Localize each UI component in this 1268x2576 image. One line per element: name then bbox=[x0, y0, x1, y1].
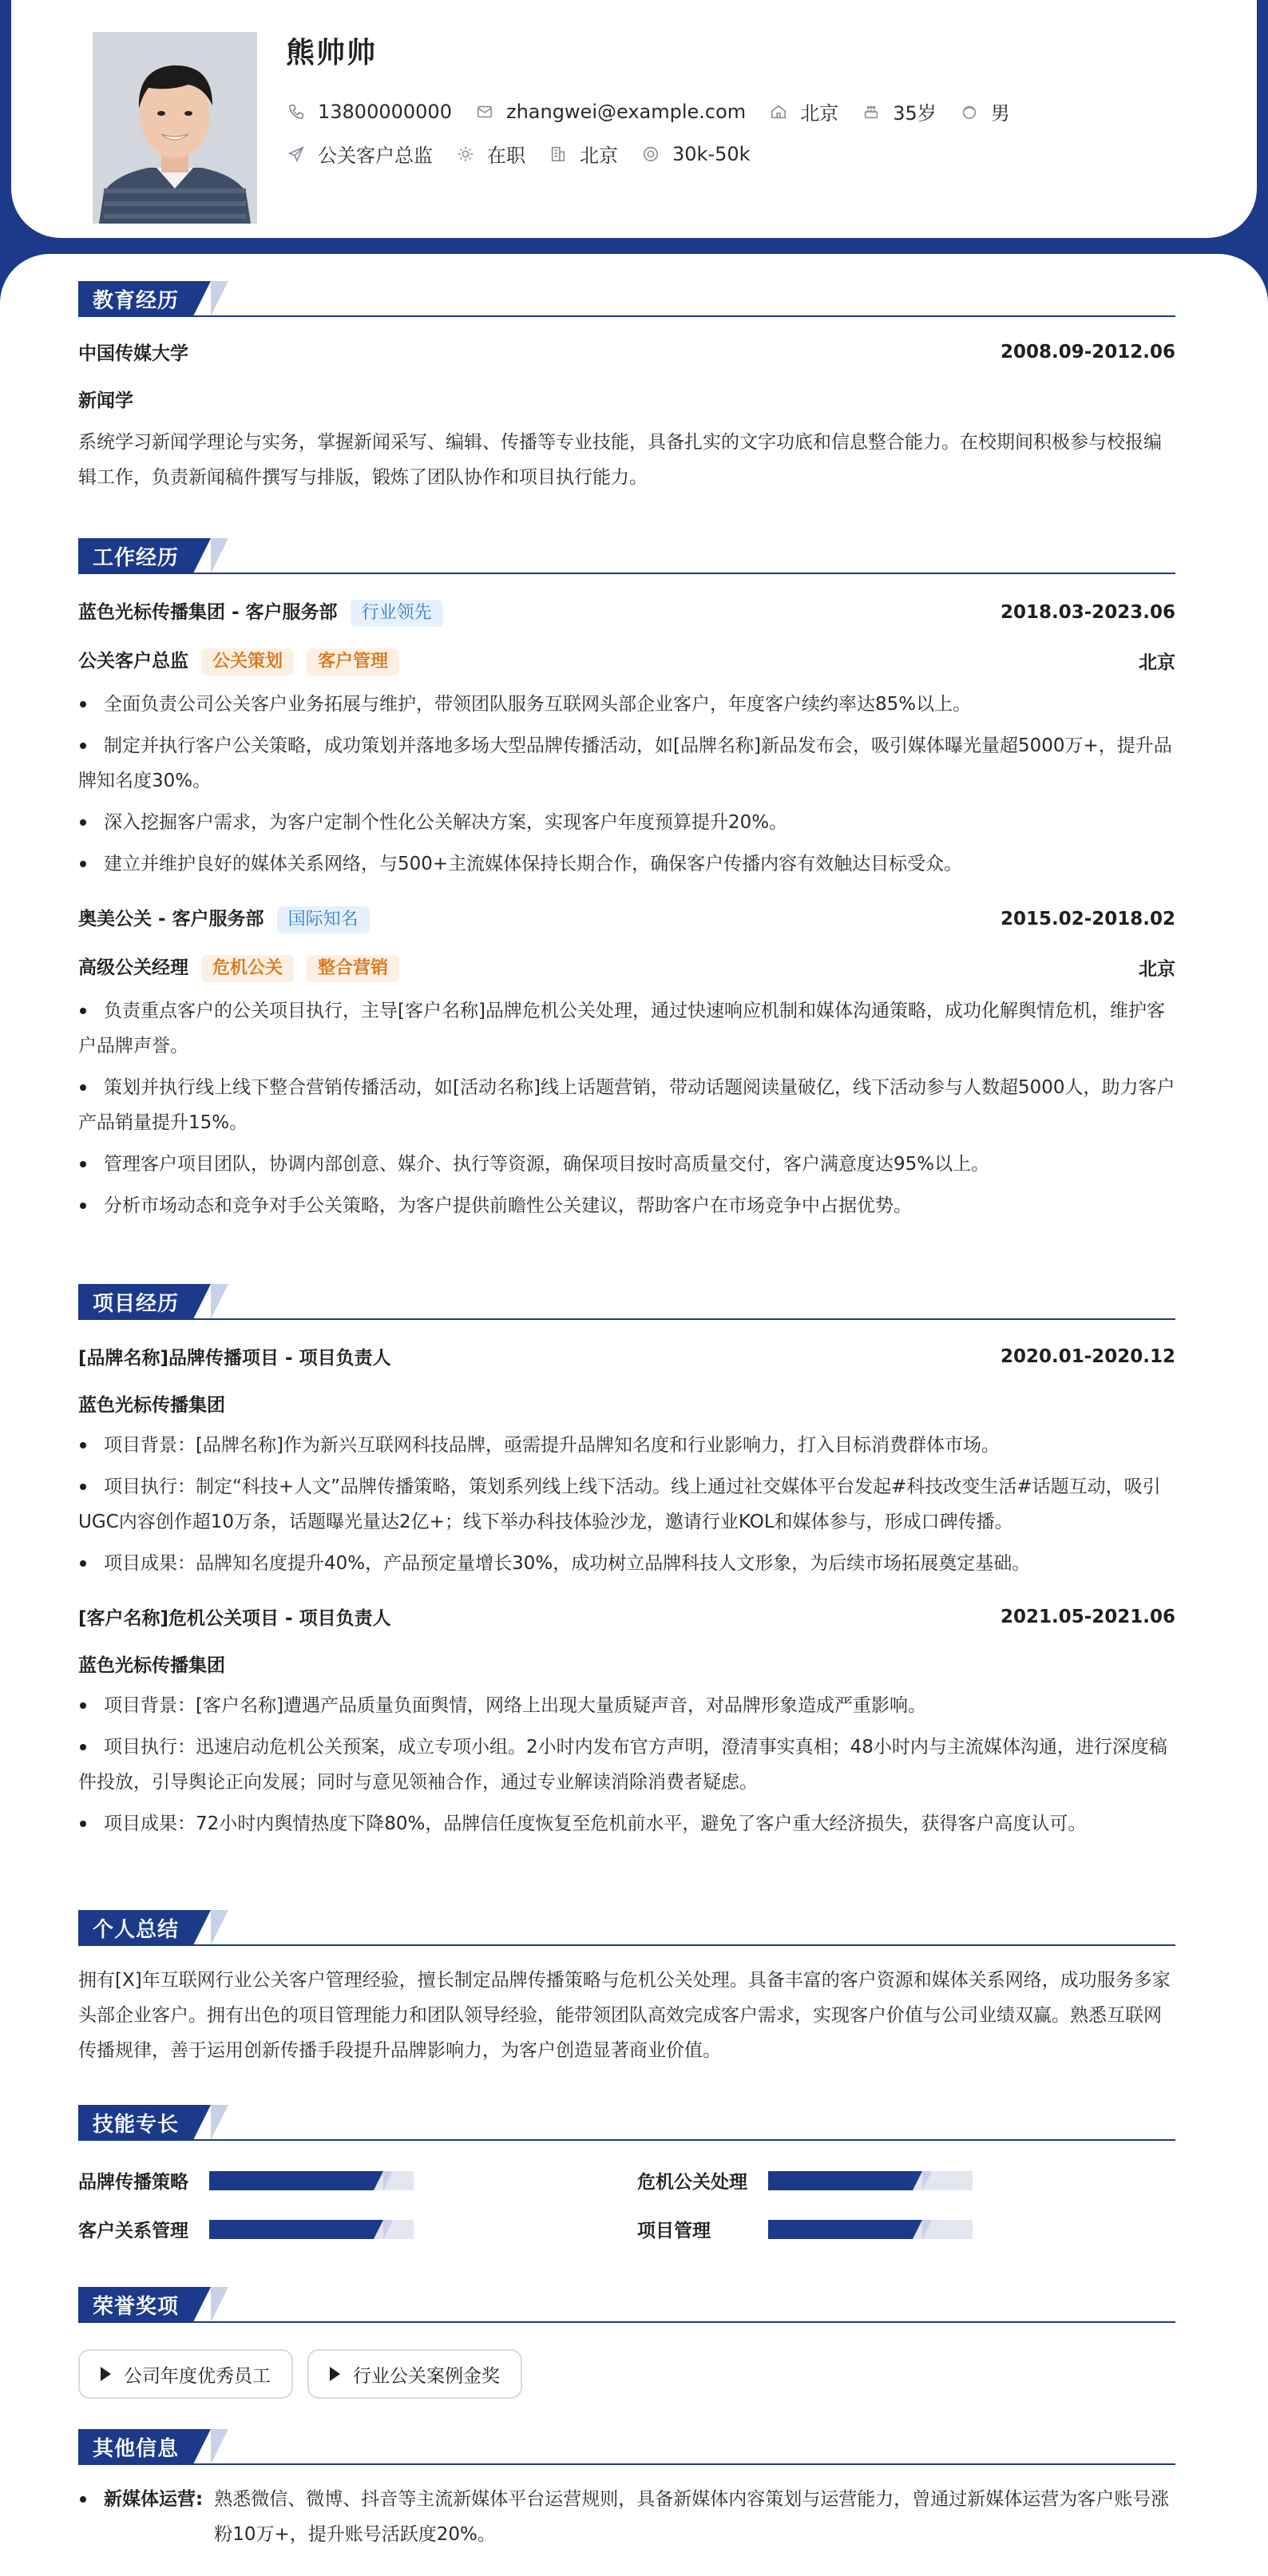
company-tag: 行业领先 bbox=[351, 600, 443, 627]
summary-text: 拥有[X]年互联网行业公关客户管理经验，擅长制定品牌传播策略与危机公关处理。具备丰富的客户资源和媒体关系网络，成功服务多家头部企业客户。拥有出色的项目管理能力和团队领导经验，能带领团队高效完成客户需求，实现客户价值与公司业绩双赢。熟悉互联网传播规律，善于运用创新传播手段提升品牌影响力，为客户创造显著商业价值。 bbox=[78, 1970, 1171, 2061]
send-icon bbox=[286, 144, 307, 164]
work-section bbox=[78, 538, 1175, 1223]
list-item: 全面负责公司公关客户业务拓展与维护，带领团队服务互联网头部企业客户，年度客户续约率达85%以上。 bbox=[78, 687, 1175, 722]
section-header bbox=[78, 2287, 1175, 2325]
skill-item bbox=[637, 2167, 1175, 2194]
skill-item bbox=[637, 2216, 1175, 2242]
skill-grid bbox=[78, 2167, 1175, 2242]
phone-icon bbox=[286, 101, 307, 122]
section-title: 荣誉奖项 bbox=[93, 2294, 180, 2319]
section-title: 技能专长 bbox=[93, 2112, 180, 2137]
section-header bbox=[78, 1910, 1175, 1948]
job-period: 2015.02-2018.02 bbox=[1000, 908, 1175, 929]
other-section bbox=[78, 2429, 1175, 2552]
skill-name: 项目管理 bbox=[637, 2221, 711, 2241]
position-tag: 客户管理 bbox=[307, 648, 399, 676]
awards-section bbox=[78, 2287, 1175, 2399]
major: 新闻学 bbox=[78, 390, 133, 411]
list-item: 建立并维护良好的媒体关系网络，与500+主流媒体保持长期合作，确保客户传播内容有效触达目标受众。 bbox=[78, 846, 1175, 882]
project-entry bbox=[78, 1603, 1175, 1841]
status-item bbox=[455, 140, 525, 168]
skill-name: 客户关系管理 bbox=[78, 2221, 188, 2241]
award-item bbox=[307, 2349, 522, 2399]
award-label: 行业公关案例金奖 bbox=[353, 2365, 500, 2387]
home-icon bbox=[768, 101, 789, 122]
list-item: 深入挖掘客户需求，为客户定制个性化公关解决方案，实现客户年度预算提升20%。 bbox=[78, 805, 1175, 840]
section-title: 项目经历 bbox=[93, 1291, 180, 1316]
education-section bbox=[78, 281, 1175, 495]
skill-fill bbox=[209, 2171, 374, 2190]
list-item: 项目成果：72小时内舆情热度下降80%，品牌信任度恢复至危机前水平，避免了客户重大经济损失，获得客户高度认可。 bbox=[78, 1806, 1175, 1841]
position-tag: 公关策划 bbox=[201, 648, 294, 676]
age-value: 35岁 bbox=[893, 102, 937, 125]
list-item: 分析市场动态和竞争对手公关策略，为客户提供前瞻性公关建议，帮助客户在市场竞争中占据优势。 bbox=[78, 1188, 1175, 1223]
job-company-row bbox=[78, 904, 1175, 933]
status-value: 在职 bbox=[487, 145, 525, 167]
section-divider bbox=[78, 315, 1175, 317]
summary-section bbox=[78, 1910, 1175, 2068]
skill-bar bbox=[209, 2220, 414, 2239]
job-intent-row bbox=[286, 140, 773, 168]
job-bullets bbox=[78, 993, 1175, 1223]
projects-section bbox=[78, 1284, 1175, 1841]
age-icon bbox=[861, 101, 882, 122]
job-position-row bbox=[78, 953, 1175, 982]
location-value: 北京 bbox=[800, 102, 839, 125]
contact-row bbox=[286, 97, 1032, 125]
job-entry bbox=[78, 904, 1175, 1223]
section-header bbox=[78, 2429, 1175, 2467]
phone-item bbox=[286, 101, 452, 123]
job-bullets bbox=[78, 687, 1175, 882]
project-bullets bbox=[78, 1428, 1175, 1581]
skills-section bbox=[78, 2105, 1175, 2242]
play-icon bbox=[101, 2367, 111, 2381]
avatar bbox=[93, 32, 257, 224]
list-item: 项目背景：[客户名称]遭遇产品质量负面舆情，网络上出现大量质疑声音，对品牌形象造成严重影响。 bbox=[78, 1688, 1175, 1723]
section-header bbox=[78, 281, 1175, 319]
section-divider bbox=[78, 2321, 1175, 2323]
job-entry bbox=[78, 597, 1175, 882]
target-city-item bbox=[548, 140, 618, 168]
project-entry bbox=[78, 1343, 1175, 1581]
skill-name: 品牌传播策略 bbox=[78, 2172, 188, 2193]
award-item bbox=[78, 2349, 293, 2399]
education-period: 2008.09-2012.06 bbox=[1000, 341, 1175, 363]
section-divider bbox=[78, 2139, 1175, 2141]
list-item: 负责重点客户的公关项目执行，主导[客户名称]品牌危机公关处理，通过快速响应机制和媒体沟通策略，成功化解舆情危机，维护客户品牌声誉。 bbox=[78, 993, 1175, 1064]
gender-value: 男 bbox=[990, 102, 1010, 125]
list-item: 项目执行：制定“科技+人文”品牌传播策略，策划系列线上线下活动。线上通过社交媒体平台发起#科技改变生活#话题互动，吸引UGC内容创作超10万条，话题曝光量达2亿+；线下举办科技体验沙龙，邀请行业KOL和媒体参与，形成口碑传播。 bbox=[78, 1469, 1175, 1540]
other-label: 新媒体运营: bbox=[104, 2489, 204, 2510]
list-item: 策划并执行线上线下整合营销传播活动，如[活动名称]线上话题营销，带动话题阅读量破亿，线下活动参与人数超5000人，助力客户产品销量提升15%。 bbox=[78, 1070, 1175, 1140]
section-title: 工作经历 bbox=[93, 545, 180, 570]
email-value: zhangwei@example.com bbox=[505, 100, 747, 123]
job-position-row bbox=[78, 646, 1175, 676]
company-tag: 国际知名 bbox=[277, 906, 370, 933]
skill-bar bbox=[768, 2171, 973, 2190]
profile-header bbox=[11, 0, 1257, 238]
section-header bbox=[78, 2105, 1175, 2143]
list-item: 项目执行：迅速启动危机公关预案，成立专项小组。2小时内发布官方声明，澄清事实真相；48小时内与主流媒体沟通，进行深度稿件投放，引导舆论正向发展；同时与意见领袖合作，通过专业解读消除消费者疑虑。 bbox=[78, 1730, 1175, 1800]
play-icon bbox=[330, 2367, 340, 2381]
job-position: 高级公关经理 bbox=[78, 957, 188, 978]
award-list bbox=[78, 2349, 1175, 2399]
project-org: 蓝色光标传播集团 bbox=[78, 1395, 225, 1416]
money-icon bbox=[640, 144, 661, 164]
project-name: [客户名称]危机公关项目 - 项目负责人 bbox=[78, 1608, 391, 1629]
skill-item bbox=[78, 2216, 637, 2242]
resume-body bbox=[0, 254, 1268, 2576]
location-item bbox=[768, 97, 838, 125]
job-period: 2018.03-2023.06 bbox=[1000, 601, 1175, 623]
candidate-name: 熊帅帅 bbox=[286, 37, 378, 69]
skill-bar bbox=[209, 2171, 414, 2190]
skill-item bbox=[78, 2167, 637, 2194]
section-divider bbox=[78, 2463, 1175, 2465]
status-icon bbox=[455, 144, 476, 164]
list-item: 管理客户项目团队，协调内部创意、媒介、执行等资源，确保项目按时高质量交付，客户满意度达95%以上。 bbox=[78, 1147, 1175, 1182]
project-title-row bbox=[78, 1603, 1175, 1630]
section-divider bbox=[78, 573, 1175, 574]
position-tag: 整合营销 bbox=[307, 955, 399, 982]
salary-item bbox=[640, 143, 751, 165]
other-text: 熟悉微信、微博、抖音等主流新媒体平台运营规则，具备新媒体内容策划与运营能力，曾通过新媒体运营为客户账号涨粉10万+，提升账号活跃度20%。 bbox=[214, 2489, 1170, 2545]
section-divider bbox=[78, 1944, 1175, 1946]
project-bullets bbox=[78, 1688, 1175, 1841]
education-desc: 系统学习新闻学理论与实务，掌握新闻采写、编辑、传播等专业技能，具备扎实的文字功底和信息整合能力。在校期间积极参与校报编辑工作，负责新闻稿件撰写与排版，锻炼了团队协作和项目执行能力。 bbox=[78, 432, 1162, 488]
mail-icon bbox=[474, 101, 495, 122]
job-company: 奥美公关 - 客户服务部 bbox=[78, 909, 264, 929]
job-position: 公关客户总监 bbox=[78, 651, 188, 672]
award-label: 公司年度优秀员工 bbox=[124, 2365, 271, 2387]
job-company-row bbox=[78, 597, 1175, 627]
other-item bbox=[78, 2482, 1175, 2552]
skill-fill bbox=[768, 2171, 913, 2190]
job-target-item bbox=[286, 140, 433, 168]
skill-fill bbox=[209, 2220, 374, 2239]
list-item: 项目背景：[品牌名称]作为新兴互联网科技品牌，亟需提升品牌知名度和行业影响力，打入目标消费群体市场。 bbox=[78, 1428, 1175, 1463]
gender-item bbox=[959, 97, 1010, 125]
email-item bbox=[474, 101, 746, 123]
bullet-dot bbox=[80, 2496, 86, 2503]
job-city: 北京 bbox=[1139, 959, 1175, 980]
project-title-row bbox=[78, 1343, 1175, 1369]
building-icon bbox=[548, 144, 569, 164]
phone-value: 13800000000 bbox=[318, 100, 452, 123]
position-tag: 危机公关 bbox=[201, 955, 294, 982]
project-org: 蓝色光标传播集团 bbox=[78, 1655, 225, 1676]
school-name: 中国传媒大学 bbox=[78, 343, 188, 364]
gender-icon bbox=[959, 101, 980, 122]
section-title: 教育经历 bbox=[93, 288, 180, 313]
job-city: 北京 bbox=[1139, 652, 1175, 673]
section-header bbox=[78, 538, 1175, 577]
education-row bbox=[78, 339, 1175, 365]
job-company: 蓝色光标传播集团 - 客户服务部 bbox=[78, 602, 338, 623]
project-period: 2021.05-2021.06 bbox=[1000, 1606, 1175, 1627]
section-divider bbox=[78, 1318, 1175, 1320]
list-item: 制定并执行客户公关策略，成功策划并落地多场大型品牌传播活动，如[品牌名称]新品发布会，吸引媒体曝光量超5000万+，提升品牌知名度30%。 bbox=[78, 728, 1175, 799]
target-city-value: 北京 bbox=[580, 145, 618, 167]
section-title: 其他信息 bbox=[93, 2436, 180, 2461]
age-item bbox=[861, 97, 937, 125]
skill-name: 危机公关处理 bbox=[637, 2172, 747, 2193]
section-title: 个人总结 bbox=[93, 1917, 180, 1942]
salary-value: 30k-50k bbox=[672, 142, 751, 165]
project-period: 2020.01-2020.12 bbox=[1000, 1345, 1175, 1367]
section-header bbox=[78, 1284, 1175, 1322]
project-name: [品牌名称]品牌传播项目 - 项目负责人 bbox=[78, 1348, 391, 1369]
job-target-value: 公关客户总监 bbox=[318, 145, 433, 167]
skill-fill bbox=[768, 2220, 913, 2239]
skill-bar bbox=[768, 2220, 973, 2239]
list-item: 项目成果：品牌知名度提升40%，产品预定量增长30%，成功树立品牌科技人文形象，为后续市场拓展奠定基础。 bbox=[78, 1546, 1175, 1581]
